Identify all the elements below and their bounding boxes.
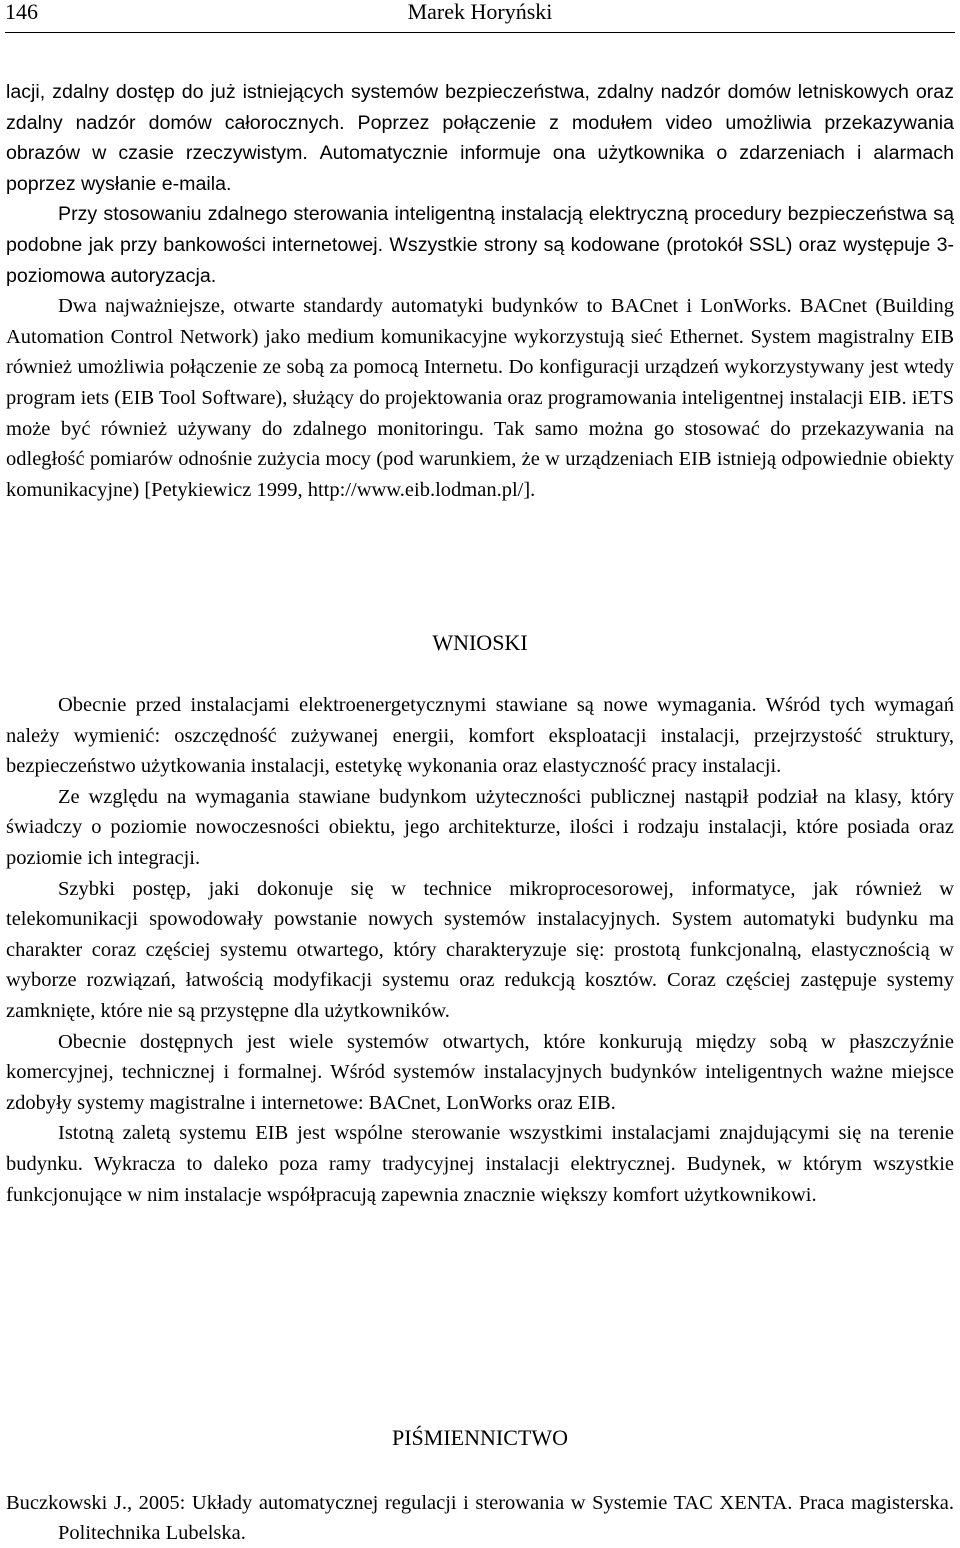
paragraph-continued bbox=[6, 77, 954, 199]
section-heading-wnioski: WNIOSKI bbox=[432, 630, 528, 655]
paragraph: Dwa najważniejsze, otwarte standardy automatyki budynków to BACnet i LonWorks. BACnet (Building Automation Control Network) jako medium komunikacyjne wykorzystują sieć Ethernet. System magistralny EIB również umożliwia połączenie ze sobą za pomocą Internetu. Do konfiguracji urządzeń wykorzystywany jest wtedy program iets (EIB Tool Software), służący do projektowania oraz programowania inteligentnej instalacji EIB. iETS może być również używany do zdalnego monitoringu. Tak samo można go stosować do przekazywania na odległość pomiarów odnośnie zużycia mocy (pod warunkiem, że w urządzeniach EIB istnieją odpowiednie obiekty komunikacyjne) [Petykiewicz 1999, http://www.eib.lodman.pl/]. bbox=[6, 295, 954, 501]
paragraph: Szybki postęp, jaki dokonuje się w technice mikroprocesorowej, informatyce, jak również w telekomunikacji spowodowały powstanie nowych systemów instalacyjnych. System automatyki budynku ma charakter coraz częściej systemu otwartego, który charakteryzuje się: prostotą funkcjonalną, elastycznością w wyborze rozwiązań, łatwością modyfikacji systemu oraz redukcją kosztów. Coraz częściej zastępuje systemy zamknięte, które nie są przystępne dla użytkowników. bbox=[6, 877, 954, 1022]
paragraph-text-sans: Automatycznie informuje ona użytkownika o zdarzeniach i alarmach poprzez wysłanie e-maila. bbox=[6, 142, 954, 195]
references-list bbox=[6, 1488, 954, 1548]
paragraph: Ze względu na wymagania stawiane budynkom użyteczności publicznej nastąpił podział na klasy, który świadczy o poziomie nowoczesności obiektu, jego architekturze, ilości i rodzaju instalacji, które posiada oraz poziomie ich integracji. bbox=[6, 785, 954, 869]
running-header bbox=[5, 0, 955, 33]
reference-item: Buczkowski J., 2005: Układy automatycznej regulacji i sterowania w Systemie TAC XENTA. Praca magisterska. Politechnika Lubelska. bbox=[6, 1492, 954, 1544]
section-heading-references: PIŚMIENNICTWO bbox=[392, 1425, 568, 1450]
paragraph: Istotną zaletą systemu EIB jest wspólne sterowanie wszystkimi instalacjami znajdującymi się na terenie budynku. Wykracza to daleko poza ramy tradycyjnej instalacji elektrycznej. Budynek, w którym wszystkie funkcjonujące w nim instalacje współpracują zapewnia znacznie większy komfort użytkownikowi. bbox=[6, 1122, 954, 1206]
conclusions-text bbox=[6, 690, 954, 1210]
paragraph: Obecnie przed instalacjami elektroenergetycznymi stawiane są nowe wymagania. Wśród tych wymagań należy wymienić: oszczędność zużywanej energii, komfort eksploatacji instalacji, przejrzystość struktury, bezpieczeństwo użytkowania instalacji, estetykę wykonania oraz elastyczność pracy instalacji. bbox=[6, 694, 954, 778]
paragraph: Przy stosowaniu zdalnego sterowania inteligentną instalacją elektryczną procedury bezpieczeństwa są podobne jak przy bankowości internetowej. Wszystkie strony są kodowane (protokół SSL) oraz występuje 3-poziomowa autoryzacja. bbox=[6, 203, 954, 287]
page-number: 146 bbox=[5, 0, 38, 24]
running-header-author: Marek Horyński bbox=[407, 0, 553, 24]
paragraph-text: lacji, zdalny dostęp do już istniejących systemów bezpieczeństwa, zdalny nadzór domów letniskowych oraz zdalny nadzór domów całorocznych. Poprzez połączenie z modułem video umożliwia przekazywania obrazów w czasie rzeczywistym. bbox=[6, 81, 954, 165]
paragraph: Obecnie dostępnych jest wiele systemów otwartych, które konkurują między sobą w płaszczyźnie komercyjnej, technicznej i formalnej. Wśród systemów instalacyjnych budynków inteligentnych ważne miejsce zdobyły systemy magistralne i internetowe: BACnet, LonWorks oraz EIB. bbox=[6, 1030, 954, 1114]
body-text-continued bbox=[6, 77, 954, 505]
